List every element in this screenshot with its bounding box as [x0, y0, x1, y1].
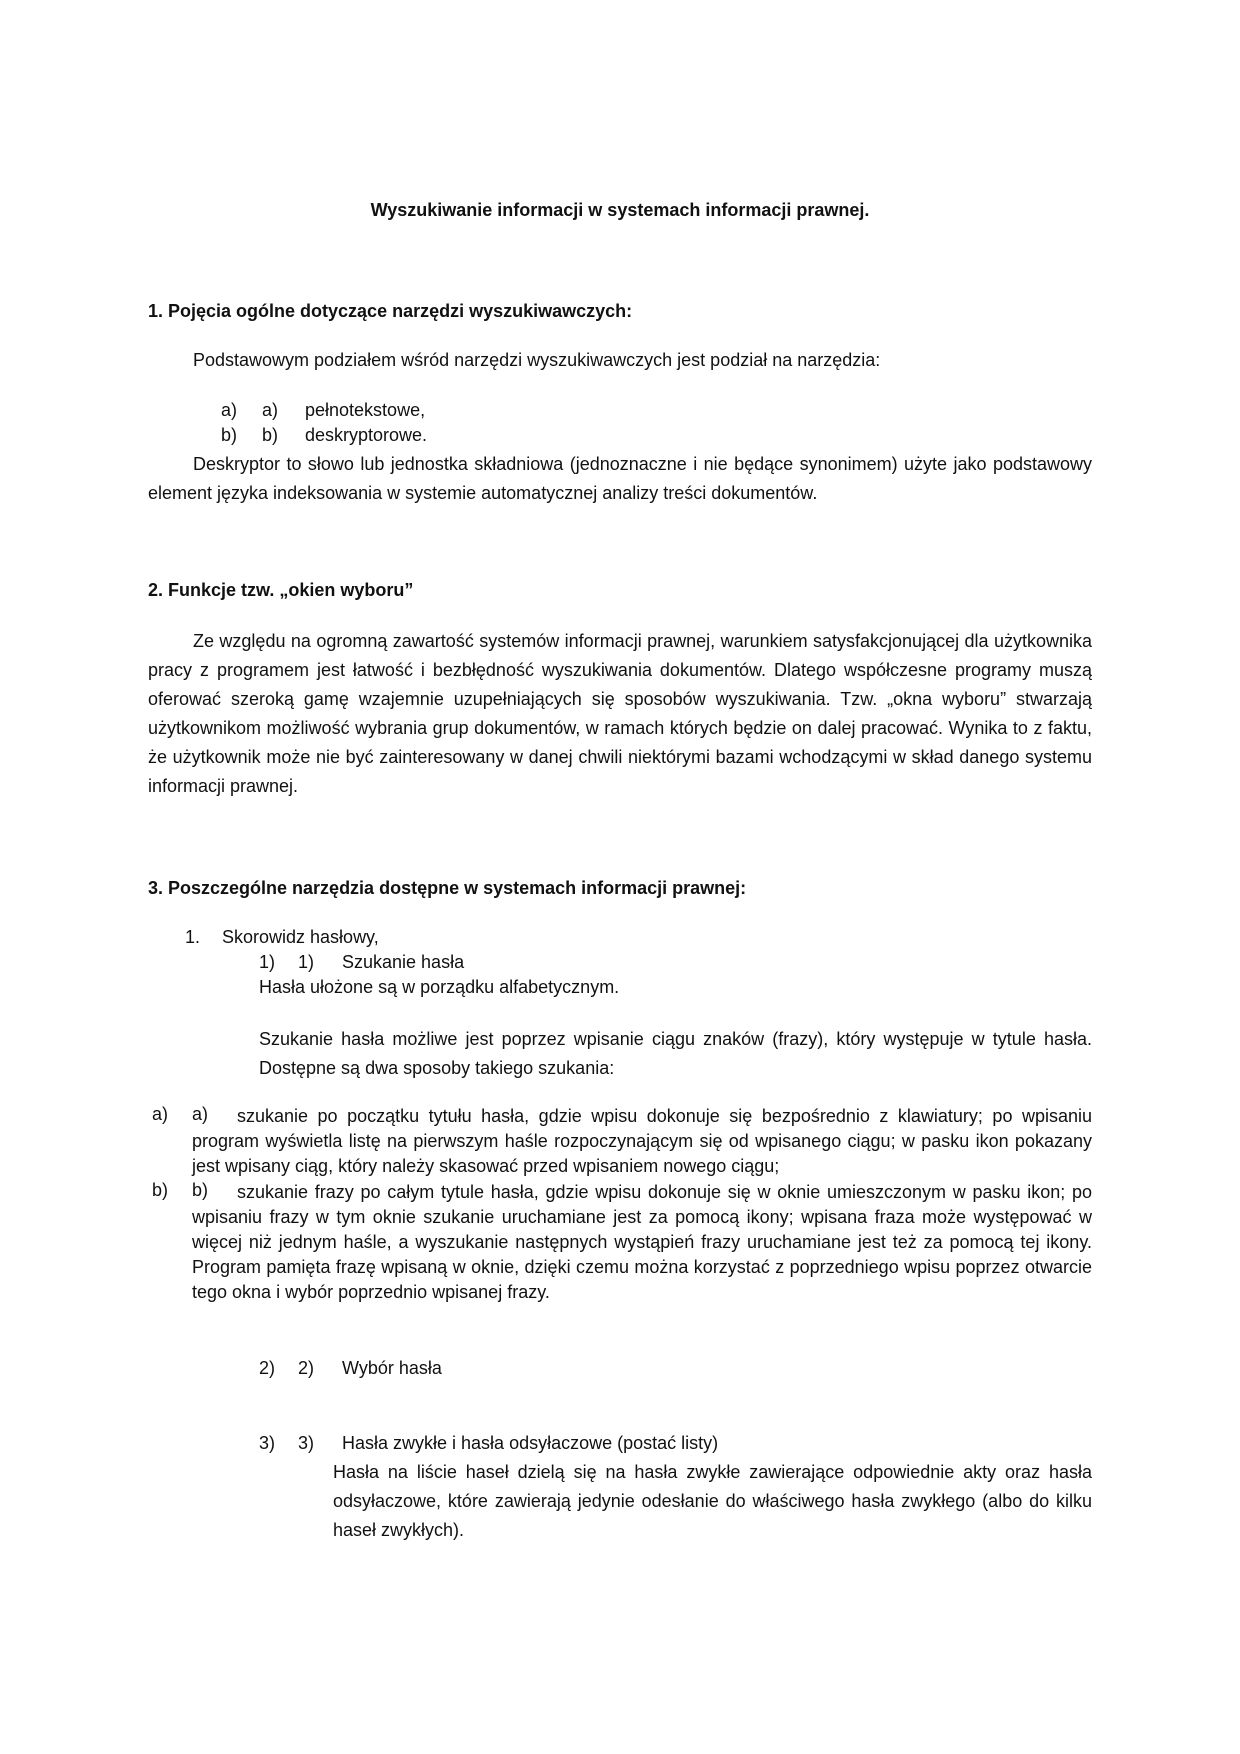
sub-item-2-marker-2: 2) — [298, 1358, 315, 1378]
sub-item-3-marker: 3) — [259, 1433, 276, 1453]
section-1-heading: 1. Pojęcia ogólne dotyczące narzędzi wyszukiwawczych: — [148, 301, 633, 321]
list-item-a-text: pełnotekstowe, — [305, 400, 426, 420]
document-title: Wyszukiwanie informacji w systemach informacji prawnej. — [370, 200, 870, 220]
sub-item-2-text: Wybór hasła — [342, 1358, 442, 1378]
option-a-marker: a) — [152, 1104, 169, 1124]
sub-item-2-marker: 2) — [259, 1358, 276, 1378]
sub-item-3-paragraph: Hasła na liście haseł dzielą się na hasła zwykłe zawierające odpowiednie akty oraz hasła odsyłaczowe, które zawierają jedynie odesłanie do właściwego hasła zwykłego (albo do kilku haseł zwykłych). — [333, 1462, 1092, 1540]
list-item-b-marker: b) — [221, 425, 238, 445]
option-b-text: szukanie frazy po całym tytule hasła, gdzie wpisu dokonuje się w oknie umieszczonym w pasku ikon; po wpisaniu frazy w tym oknie szukanie uruchamiane jest za pomocą ikony; wpisana fraza może występować w więcej niż jednym haśle, a wyszukanie następnych wystąpień frazy uruchamiane jest też za pomocą tej ikony. Program pamięta frazę wpisaną w oknie, dzięki czemu można korzystać z poprzedniego wpisu poprzez otwarcie tego okna i wybór poprzednio wpisanej frazy. — [192, 1182, 1092, 1302]
sub-item-1-paragraph: Szukanie hasła możliwe jest poprzez wpisanie ciągu znaków (frazy), który występuje w tytule hasła. Dostępne są dwa sposoby takiego szukania: — [259, 1029, 1092, 1078]
sub-item-1-marker: 1) — [259, 952, 276, 972]
list-item-1-marker: 1. — [185, 927, 201, 947]
option-a-text: szukanie po początku tytułu hasła, gdzie wpisu dokonuje się bezpośrednio z klawiatury; po wpisaniu program wyświetla listę na pierwszym haśle rozpoczynającym się od wpisanego ciągu; w pasku ikon pokazany jest wpisany ciąg, który należy skasować przed wpisaniem nowego ciągu; — [192, 1106, 1092, 1176]
list-item-1-text: Skorowidz hasłowy, — [222, 927, 379, 947]
section-1-paragraph: Deskryptor to słowo lub jednostka składniowa (jednoznaczne i nie będące synonimem) użyte jako podstawowy element języka indeksowania w systemie automatycznej analizy treści dokumentów. — [148, 454, 1092, 503]
sub-item-1-marker-2: 1) — [298, 952, 315, 972]
list-item-b-marker-2: b) — [262, 425, 279, 445]
option-a-marker-2: a) — [192, 1104, 209, 1124]
section-2-paragraph: Ze względu na ogromną zawartość systemów informacji prawnej, warunkiem satysfakcjonującej dla użytkownika pracy z programem jest łatwość i bezbłędność wyszukiwania dokumentów. Dlatego współczesne programy muszą oferować szeroką gamę wzajemnie uzupełniających się sposobów wyszukiwania. Tzw. „okna wyboru” stwarzają użytkownikom możliwość wybrania grup dokumentów, w ramach których będzie on dalej pracować. Wynika to z faktu, że użytkownik może nie być zainteresowany w danej chwili niektórymi bazami wchodzącymi w skład danego systemu informacji prawnej. — [148, 631, 1092, 796]
option-b-marker-2: b) — [192, 1180, 209, 1200]
list-item-b-text: deskryptorowe. — [305, 425, 428, 445]
sub-item-1-text: Szukanie hasła — [342, 952, 465, 972]
list-item-a-marker-2: a) — [262, 400, 279, 420]
section-2-heading: 2. Funkcje tzw. „okien wyboru” — [148, 580, 414, 600]
sub-item-1-line: Hasła ułożone są w porządku alfabetycznym. — [259, 977, 620, 997]
section-3-heading: 3. Poszczególne narzędzia dostępne w systemach informacji prawnej: — [148, 878, 747, 898]
option-b-marker: b) — [152, 1180, 169, 1200]
list-item-a-marker: a) — [221, 400, 238, 420]
section-1-intro: Podstawowym podziałem wśród narzędzi wyszukiwawczych jest podział na narzędzia: — [193, 350, 881, 370]
sub-item-3-marker-2: 3) — [298, 1433, 315, 1453]
sub-item-3-text: Hasła zwykłe i hasła odsyłaczowe (postać listy) — [342, 1433, 719, 1453]
